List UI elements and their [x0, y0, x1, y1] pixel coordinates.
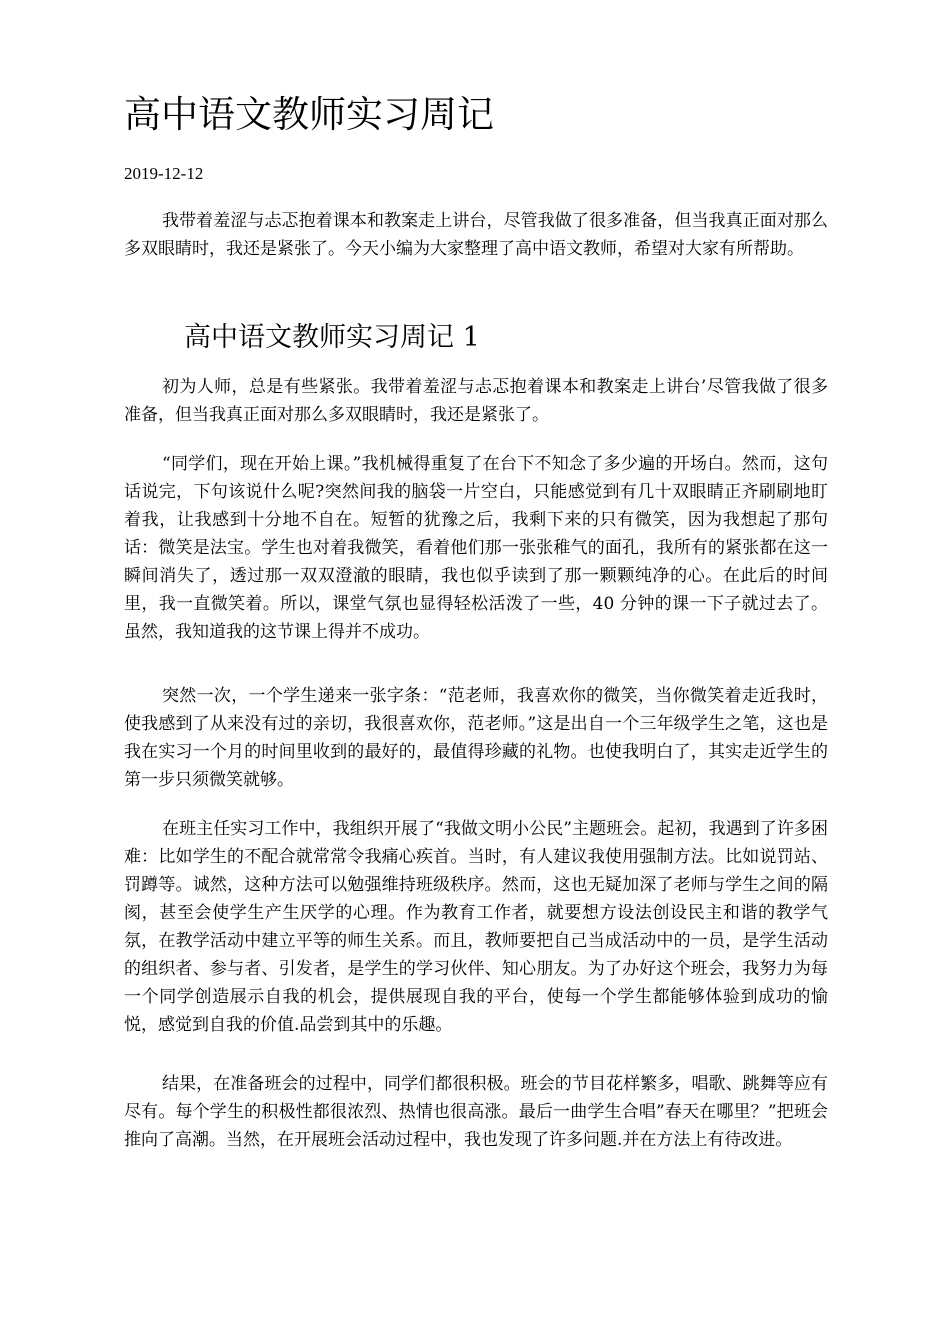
body-paragraph: 初为人师，总是有些紧张。我带着羞涩与忐忑抱着课本和教案走上讲台’尽管我做了很多准备，但当我真正面对那么多双眼睛时，我还是紧张了。: [124, 377, 828, 425]
body-paragraph: 结果，在准备班会的过程中，同学们都很积极。班会的节目花样繁多，唱歌、跳舞等应有尽有。每个学生的积极性都很浓烈、热情也很高涨。最后一曲学生合唱”春天在哪里？”把班会推向了高潮。当然，在开展班会活动过程中，我也发现了许多问题.并在方法上有待改进。: [124, 1074, 828, 1150]
page-title: 高中语文教师实习周记: [124, 93, 494, 136]
intro-paragraph: 我带着羞涩与忐忑抱着课本和教案走上讲台，尽管我做了很多准备，但当我真正面对那么多双眼睛时，我还是紧张了。今天小编为大家整理了高中语文教师，希望对大家有所帮助。: [124, 211, 828, 259]
section-title: 高中语文教师实习周记 1: [184, 322, 480, 353]
body-paragraph: 在班主任实习工作中，我组织开展了“我做文明小公民”主题班会。起初，我遇到了许多困难：比如学生的不配合就常常令我痛心疾首。当时，有人建议我使用强制方法。比如说罚站、罚蹲等。诚然，这种方法可以勉强维持班级秩序。然而，这也无疑加深了老师与学生之间的隔阂，甚至会使学生产生厌学的心理。作为教育工作者，就要想方设法创设民主和谐的教学气氛，在教学活动中建立平等的师生关系。而且，教师要把自己当成活动中的一员，是学生活动的组织者、参与者、引发者，是学生的学习伙伴、知心朋友。为了办好这个班会，我努力为每一个同学创造展示自我的机会，提供展现自我的平台，使每一个学生都能够体验到成功的愉悦，感觉到自我的价值.品尝到其中的乐趣。: [124, 819, 828, 1035]
body-paragraph: 突然一次，一个学生递来一张字条：“范老师，我喜欢你的微笑，当你微笑着走近我时，使我感到了从来没有过的亲切，我很喜欢你，范老师。”这是出自一个三年级学生之笔，这也是我在实习一个月的时间里收到的最好的，最值得珍藏的礼物。也使我明白了，其实走近学生的第一步只须微笑就够。: [124, 686, 828, 790]
body-paragraph: “同学们，现在开始上课。”我机械得重复了在台下不知念了多少遍的开场白。然而，这句话说完，下句该说什么呢?突然间我的脑袋一片空白，只能感觉到有几十双眼睛正齐刷刷地盯着我，让我感到十分地不自在。短暂的犹豫之后，我剩下来的只有微笑，因为我想起了那句话：微笑是法宝。学生也对着我微笑，看着他们那一张张稚气的面孔，我所有的紧张都在这一瞬间消失了，透过那一双双澄澈的眼睛，我也似乎读到了那一颗颗纯净的心。在此后的时间里，我一直微笑着。所以，课堂气氛也显得轻松活泼了一些，40 分钟的课一下子就过去了。虽然，我知道我的这节课上得并不成功。: [124, 454, 828, 642]
document-date: 2019-12-12: [124, 164, 204, 183]
